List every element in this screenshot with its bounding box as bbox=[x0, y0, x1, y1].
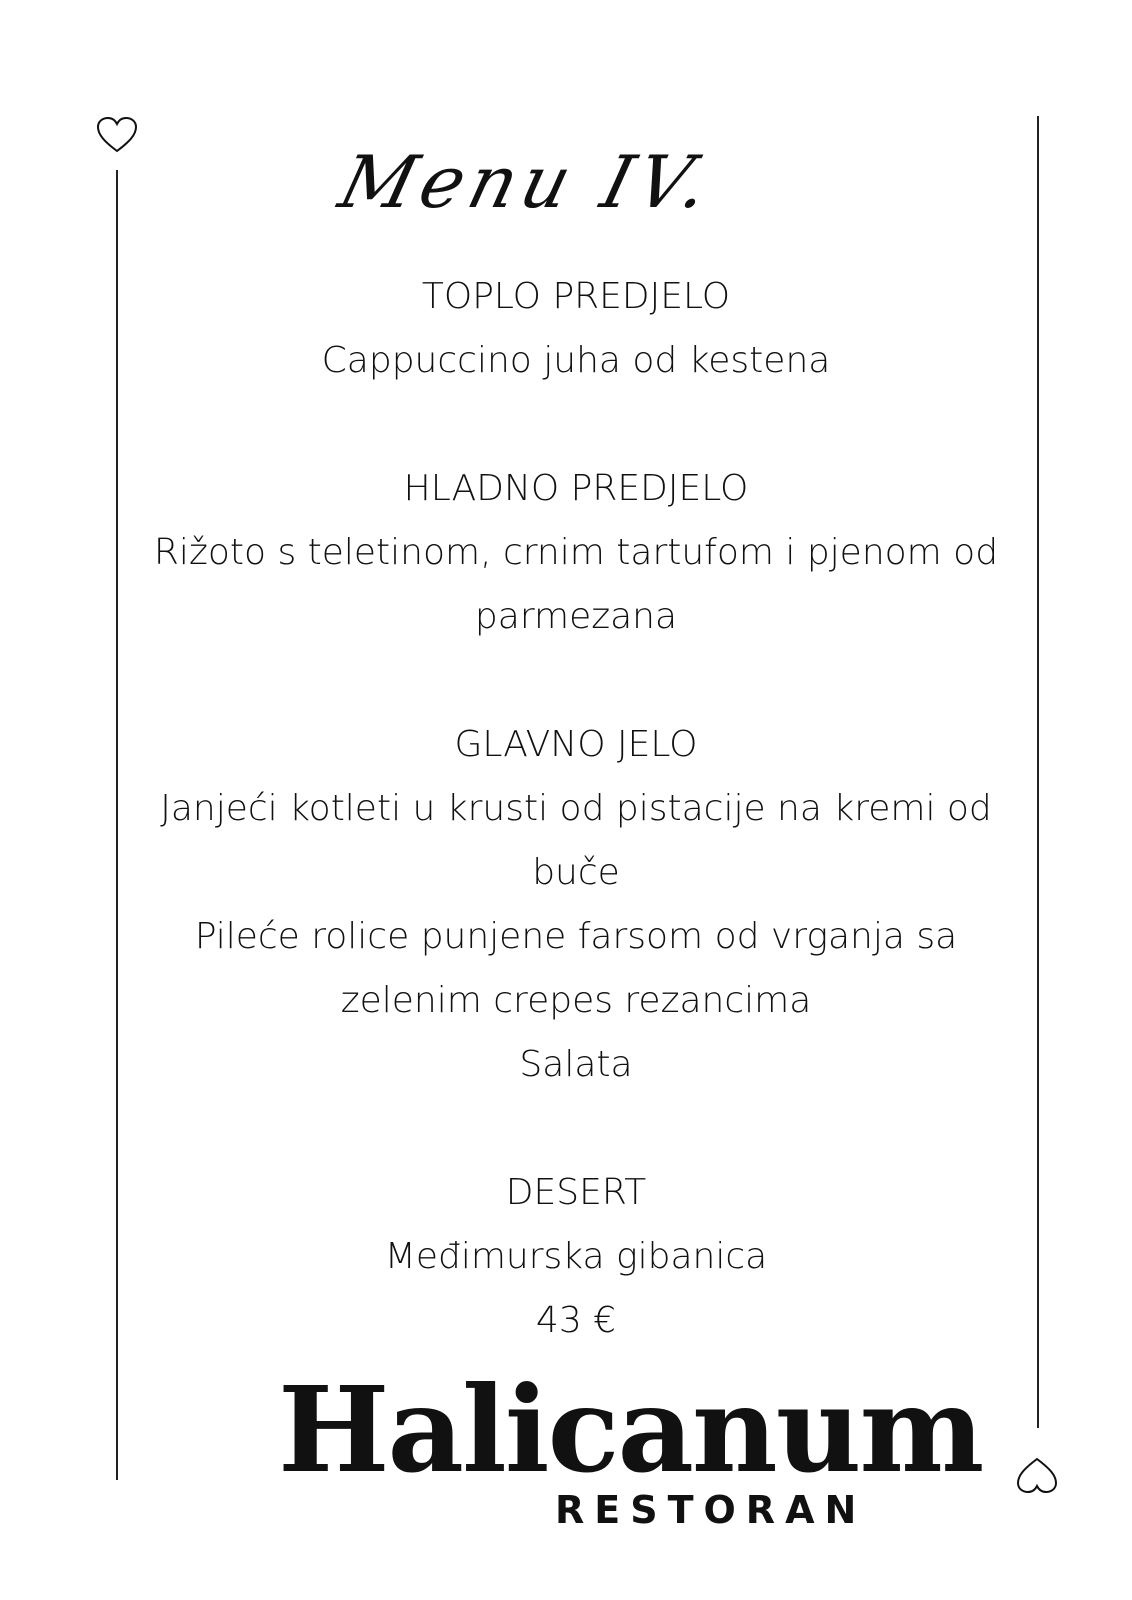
menu-item: Pileće rolice punjene farsom od vrganja sa bbox=[194, 916, 958, 957]
menu-content bbox=[150, 265, 1002, 1353]
section-gap bbox=[150, 1097, 1002, 1161]
restaurant-logo-subtitle: RESTORAN bbox=[555, 1488, 867, 1532]
menu-item: zelenim crepes rezancima bbox=[340, 980, 812, 1021]
heart-icon bbox=[1015, 1455, 1059, 1495]
menu-item: Cappuccino juha od kestena bbox=[321, 340, 831, 381]
section-gap bbox=[150, 649, 1002, 713]
price: 43 € bbox=[535, 1300, 617, 1341]
left-border-line bbox=[116, 170, 118, 1480]
restaurant-logo: Halicanum bbox=[278, 1360, 983, 1499]
menu-item: parmezana bbox=[474, 596, 678, 637]
menu-item: buče bbox=[532, 852, 620, 893]
menu-item: Janjeći kotleti u krusti od pistacije na kremi od bbox=[160, 788, 992, 829]
heart-icon bbox=[95, 115, 139, 155]
menu-item: Salata bbox=[519, 1044, 633, 1085]
section-heading: TOPLO PREDJELO bbox=[421, 276, 731, 317]
right-border-line bbox=[1037, 116, 1039, 1428]
menu-item: Međimurska gibanica bbox=[384, 1236, 768, 1277]
menu-item: Rižoto s teletinom, crnim tartufom i pjenom od bbox=[153, 532, 999, 573]
menu-title: Menu IV. bbox=[331, 140, 724, 224]
section-heading: HLADNO PREDJELO bbox=[403, 468, 749, 509]
section-heading: GLAVNO JELO bbox=[454, 724, 698, 765]
section-heading: DESERT bbox=[505, 1172, 647, 1213]
section-gap bbox=[150, 393, 1002, 457]
